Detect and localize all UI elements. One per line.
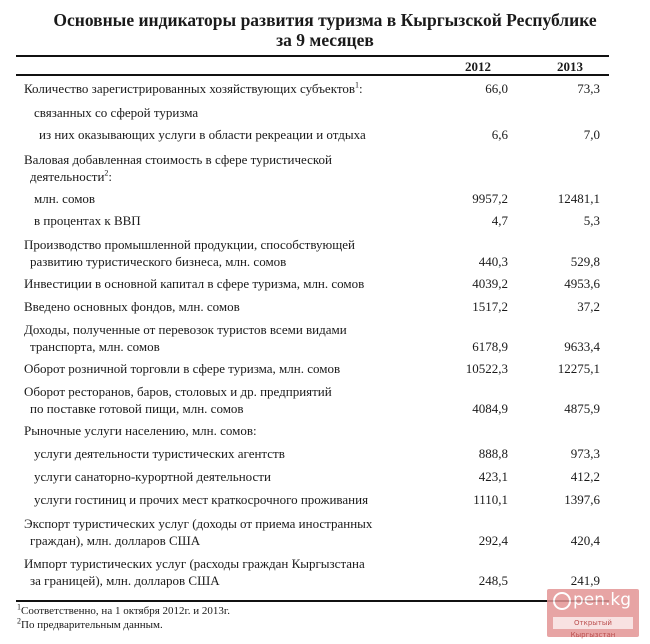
title-line-2: за 9 месяцев xyxy=(276,30,374,50)
value-2012: 423,1 xyxy=(478,469,508,484)
value-2012: 6178,9 xyxy=(472,339,508,354)
value-2013: 9633,4 xyxy=(564,339,600,354)
open-kg-watermark xyxy=(547,589,639,637)
value-2012: 1110,1 xyxy=(473,492,508,507)
table-header-rule xyxy=(16,74,609,76)
value-2012: 4084,9 xyxy=(472,401,508,416)
value-2012: 4,7 xyxy=(491,213,508,228)
value-2013: 241,9 xyxy=(570,573,600,588)
value-2012: 4039,2 xyxy=(472,276,508,291)
value-2013: 37,2 xyxy=(577,299,600,314)
footnote-1: $^1$Соответственно, на 1 октября 2012г. и 2013г. xyxy=(17,602,230,617)
watermark-subtitle: Открытый Кыргызстан xyxy=(553,617,633,629)
value-2013: 73,3 xyxy=(577,81,600,96)
value-2013: 4953,6 xyxy=(564,276,600,291)
value-2012: 888,8 xyxy=(478,446,508,461)
value-2013: 973,3 xyxy=(570,446,600,461)
value-2013: 7,0 xyxy=(583,127,600,142)
table-top-rule xyxy=(16,55,609,57)
value-2013: 420,4 xyxy=(570,533,600,548)
column-header-2012: 2012 xyxy=(465,59,491,74)
table-bottom-rule xyxy=(16,600,609,602)
value-2013: 12481,1 xyxy=(557,191,600,206)
value-2013: 12275,1 xyxy=(557,361,600,376)
column-header-2013: 2013 xyxy=(557,59,583,74)
reader-icon xyxy=(553,592,571,610)
value-2012: 10522,3 xyxy=(465,361,508,376)
value-2013: 1397,6 xyxy=(564,492,600,507)
footnote-2: $^2$По предварительным данным. xyxy=(17,616,163,631)
value-2012: 9957,2 xyxy=(472,191,508,206)
value-2012: 6,6 xyxy=(491,127,508,142)
watermark-logo: pen.kg xyxy=(573,590,632,610)
value-2012: 66,0 xyxy=(485,81,508,96)
value-2012: 1517,2 xyxy=(472,299,508,314)
value-2012: 248,5 xyxy=(478,573,508,588)
title-line-1: Основные индикаторы развития туризма в Кыргызской Республике xyxy=(53,10,597,30)
value-2013: 4875,9 xyxy=(564,401,600,416)
value-2013: 5,3 xyxy=(583,213,600,228)
value-2013: 412,2 xyxy=(570,469,600,484)
value-2012: 440,3 xyxy=(478,254,508,269)
value-2013: 529,8 xyxy=(570,254,600,269)
value-2012: 292,4 xyxy=(478,533,508,548)
document-title xyxy=(0,10,650,50)
